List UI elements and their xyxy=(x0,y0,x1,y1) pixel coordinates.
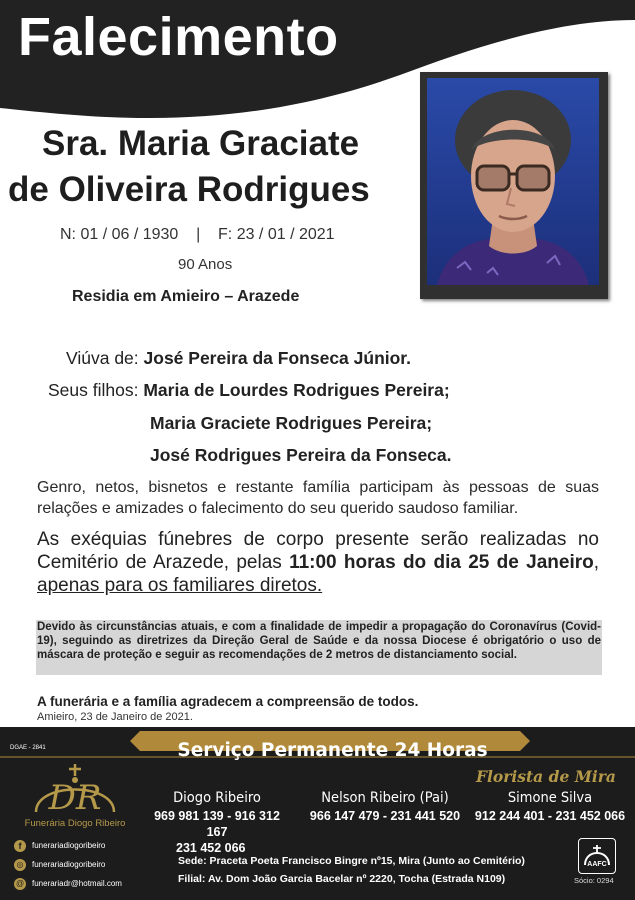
social-text: funerariadr@hotmail.com xyxy=(32,879,122,888)
social-text: funerariadiogoribeiro xyxy=(32,841,106,850)
social-links xyxy=(14,836,122,893)
contact-phone[interactable]: 966 147 479 - 231 441 520 xyxy=(309,809,461,823)
family-announcement: Genro, netos, bisnetos e restante família participam às pessoas de suas relações e amizades o falecimento do seu querido saudoso familiar. xyxy=(37,479,599,517)
widow-label: Viúva de: xyxy=(66,348,139,368)
widow-line xyxy=(66,348,411,369)
child-name: Maria de Lourdes Rodrigues Pereira; xyxy=(143,380,450,400)
child-name: Maria Graciete Rodrigues Pereira; xyxy=(150,413,433,433)
service-banner: Serviço Permanente 24 Horas xyxy=(177,740,488,761)
facebook-icon: f xyxy=(14,840,26,852)
social-item[interactable] xyxy=(14,855,122,874)
social-text: funerariadiogoribeiro xyxy=(32,860,106,869)
children-label: Seus filhos: xyxy=(48,380,139,400)
florista-logo: Florista de Mira xyxy=(476,767,616,786)
instagram-icon: ◎ xyxy=(14,859,26,871)
portrait-photo xyxy=(427,78,599,285)
contact-phone[interactable]: 231 452 066 xyxy=(176,841,246,855)
child-line xyxy=(150,413,432,434)
widow-name: José Pereira da Fonseca Júnior. xyxy=(143,348,412,368)
logo-name: Funerária Diogo Ribeiro xyxy=(24,818,126,829)
contact-phone[interactable]: 912 244 401 - 231 452 066 xyxy=(474,809,626,823)
contact-name: Simone Silva xyxy=(507,790,593,806)
social-item[interactable] xyxy=(14,874,122,893)
page-title: Falecimento xyxy=(18,7,339,67)
child-line xyxy=(150,445,452,466)
dgae-number: DGAE - 2841 xyxy=(10,745,46,751)
birth-death-dates: N: 01 / 06 / 1930 | F: 23 / 01 / 2021 xyxy=(60,226,335,243)
funeral-info xyxy=(37,528,599,597)
age: 90 Anos xyxy=(178,256,233,273)
child-name: José Rodrigues Pereira da Fonseca. xyxy=(150,445,452,465)
thanks-message: A funerária e a família agradecem a compreensão de todos. xyxy=(37,694,419,709)
social-item[interactable] xyxy=(14,836,122,855)
contact-diogo xyxy=(142,790,292,856)
contact-name: Diogo Ribeiro xyxy=(173,790,261,806)
date-location: Amieiro, 23 de Janeiro de 2021. xyxy=(37,711,193,723)
socio-number: Sócio: 0294 xyxy=(574,876,614,885)
contact-simone xyxy=(470,790,630,824)
funeral-info-text: As exéquias fúnebres de corpo presente serão realizadas no Cemitério de Arazede, pelas xyxy=(37,529,599,573)
aafc-logo xyxy=(578,838,616,874)
deceased-name-line1: Sra. Maria Graciate xyxy=(42,124,360,163)
funeral-time: 11:00 horas do dia 25 de Janeiro xyxy=(289,552,594,573)
residence: Residia em Amieiro – Arazede xyxy=(72,288,300,305)
address-filial: Filial: Av. Dom João Garcia Bacelar nº 2220, Tocha (Estrada N109) xyxy=(178,873,506,885)
aafc-text: AAFC xyxy=(587,861,607,868)
contact-name: Nelson Ribeiro (Pai) xyxy=(321,790,449,806)
covid-notice: Devido às circunstâncias atuais, e com a finalidade de impedir a propagação do Coronavírus (Covid-19), seguindo as diretrizes da Direção Geral de Saúde e da nossa Diocese é obrigatório o uso de máscara de proteção e seguir as recomendações de 2 metros de distanciamento social. xyxy=(36,620,602,675)
email-icon: @ xyxy=(15,878,25,888)
photo-frame xyxy=(420,72,608,299)
children-line xyxy=(48,380,450,401)
contact-nelson xyxy=(300,790,470,824)
funeral-home-logo xyxy=(16,760,134,830)
funeral-info-text: , xyxy=(593,552,599,573)
family-only-note: apenas para os familiares diretos. xyxy=(37,575,323,596)
logo-initials: DR xyxy=(48,778,102,818)
deceased-name-line2: de Oliveira Rodrigues xyxy=(8,170,370,209)
contact-phone[interactable]: 969 981 139 - 916 312 167 xyxy=(154,809,280,839)
address-sede: Sede: Praceta Poeta Francisco Bingre nº15, Mira (Junto ao Cemitério) xyxy=(178,855,525,867)
